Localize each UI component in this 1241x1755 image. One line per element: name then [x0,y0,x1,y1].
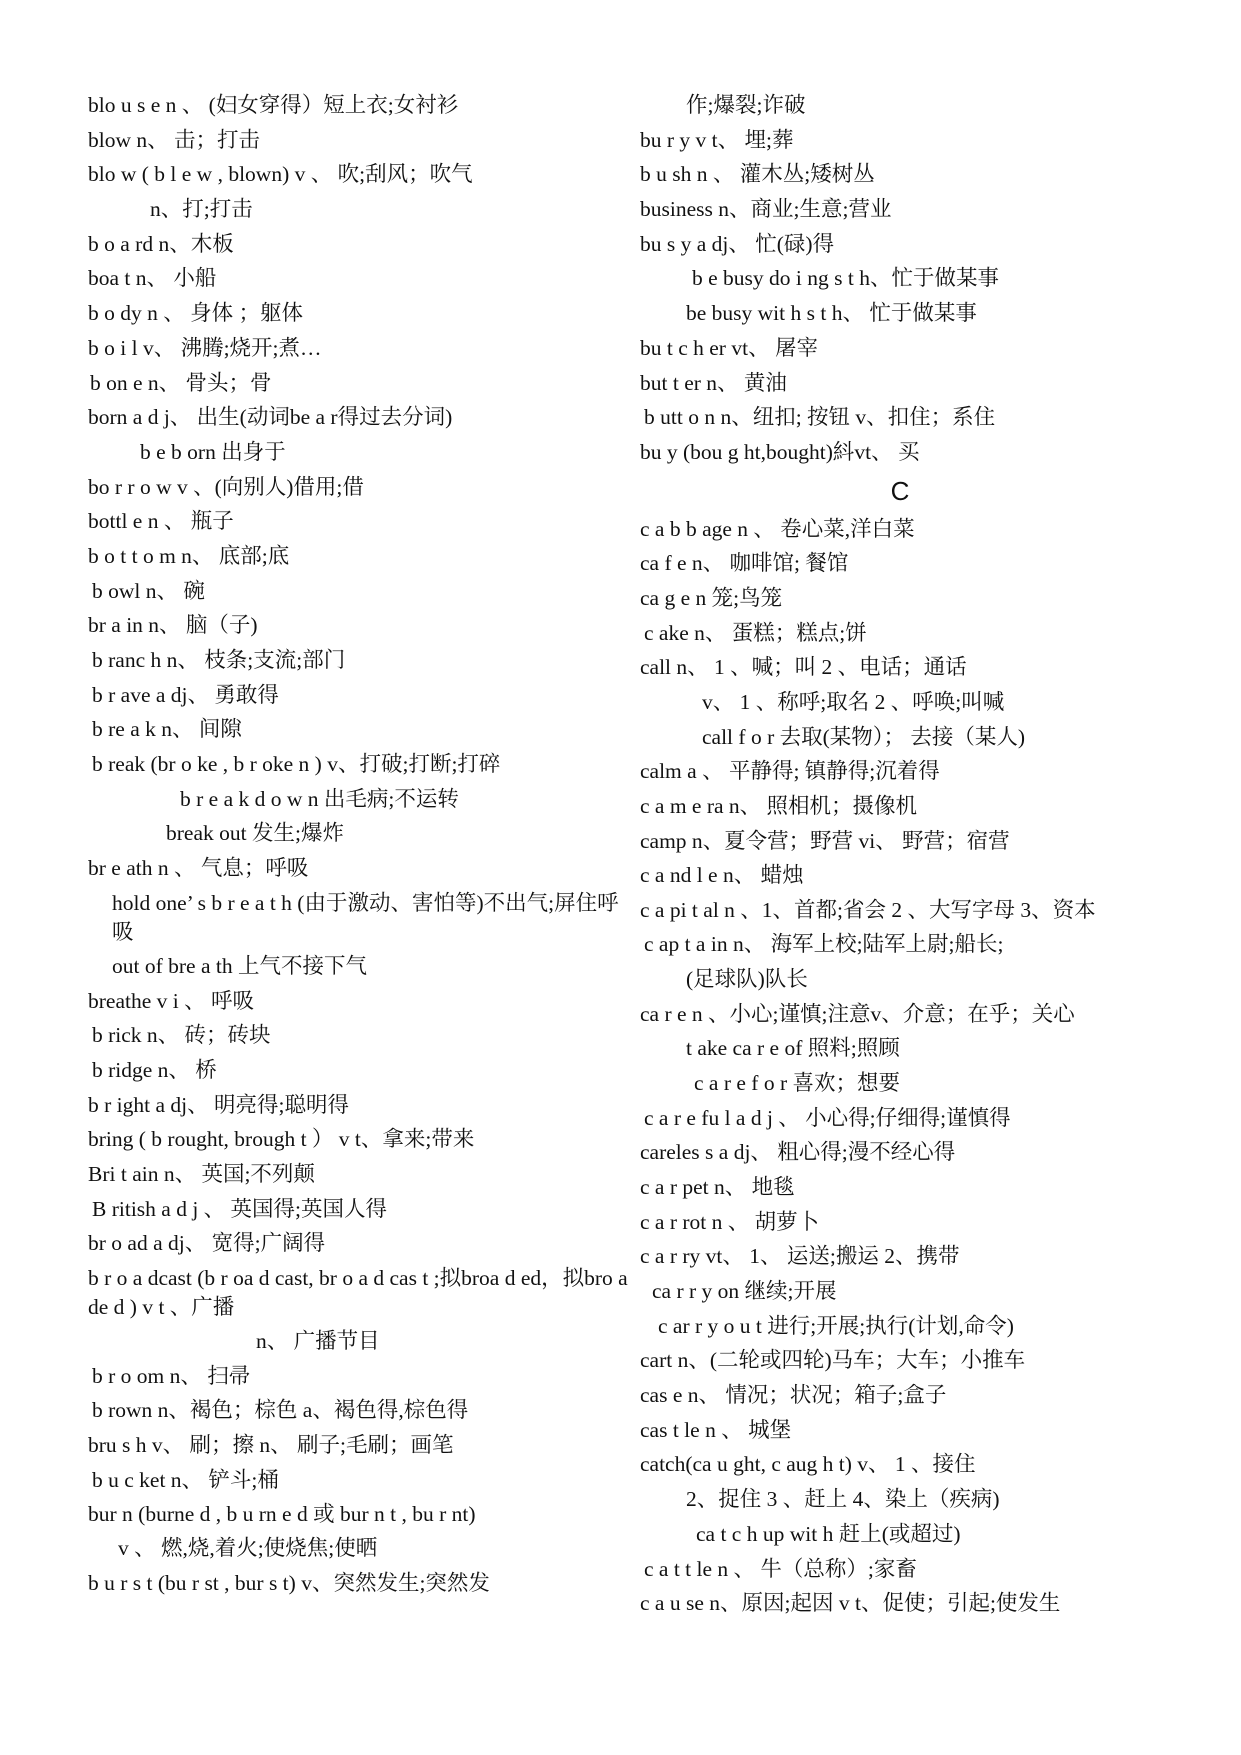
dictionary-entry-line [640,1309,1180,1344]
dictionary-entry-line [640,858,1180,893]
dictionary-entry-line [640,1239,1180,1274]
entry-text: Bri t ain n、 英国;不列颠 [88,1161,315,1186]
dictionary-entry-line [640,927,1180,962]
entry-text: b r ave a dj、 勇敢得 [92,682,279,707]
entry-text: but t er n、 黄油 [640,370,787,395]
entry-text: camp n、夏令营；野营 vi、 野营；宿营 [640,828,1010,853]
dictionary-entry-line [640,88,1180,123]
dictionary-entry-line [640,650,1180,685]
entry-text: breathe v i 、 呼吸 [88,988,254,1013]
entry-text: bu r y v t、 埋;葬 [640,127,794,152]
dictionary-entry-line [88,539,628,574]
entry-text: b on e n、 骨头；骨 [90,370,272,395]
dictionary-entry-line [640,1066,1180,1101]
dictionary-entry-line [640,1170,1180,1205]
entry-text: b owl n、 碗 [92,578,205,603]
dictionary-entry-line [88,1088,628,1123]
dictionary-entry-line [88,1359,628,1394]
entry-text: c a u se n、原因;起因 v t、促使；引起;使发生 [640,1591,1061,1616]
entry-text: b e b orn 出身于 [140,439,286,464]
dictionary-entry-line [88,157,628,192]
dictionary-entry-line [640,1378,1180,1413]
dictionary-entry-line [88,678,628,713]
dictionary-entry-line [640,546,1180,581]
entry-text: c ake n、 蛋糕；糕点;饼 [644,620,867,645]
dictionary-entry-line [88,123,628,158]
entry-text: bottl e n 、 瓶子 [88,509,234,534]
dictionary-entry-line [640,1135,1180,1170]
dictionary-entry-line [88,816,628,851]
entry-text: break out 发生;爆炸 [166,821,344,846]
entry-text: c a r e fu l a d j 、 小心得;仔细得;谨慎得 [644,1105,1011,1130]
dictionary-entry-line [640,893,1180,927]
entry-text: b u r s t (bu r st , bur s t) v、突然发生;突然发 [88,1571,490,1596]
dictionary-entry-line [88,1428,628,1463]
dictionary-entry-line [88,1393,628,1428]
entry-text: calm a 、 平静得; 镇静得;沉着得 [640,759,940,784]
dictionary-entry-line [88,331,628,366]
entry-text: 2、捉住 3 、赶上 4、染上（疾病) [686,1487,1000,1512]
dictionary-entry-line [88,435,628,470]
dictionary-entry-line [640,1031,1180,1066]
dictionary-entry-line [640,512,1180,547]
dictionary-entry-line [88,1157,628,1192]
entry-text: blo u s e n 、 (妇女穿得）短上衣;女衬衫 [88,93,459,117]
entry-text: out of bre a th 上气不接下气 [112,953,367,978]
entry-text: n、 广播节目 [256,1329,380,1353]
dictionary-entry-line [640,997,1180,1032]
entry-text: ca r e n 、小心;谨慎;注意v、介意；在乎；关心 [640,1001,1075,1026]
entry-text: be busy wit h s t h、 忙于做某事 [686,301,977,326]
entry-text: cas t le n 、 城堡 [640,1417,792,1442]
dictionary-entry-line [640,685,1180,720]
dictionary-entry-line [88,1122,628,1157]
dictionary-entry-line [640,1274,1180,1309]
entry-text: ca t c h up wit h 赶上(或超过) [696,1521,961,1546]
dictionary-entry-line [640,1517,1180,1552]
entry-text: b o i l v、 沸腾;烧开;煮… [88,335,322,360]
dictionary-entry-line [640,123,1180,158]
entry-text: c ap t a in n、 海军上校;陆军上尉;船长; [644,932,1004,957]
entry-text: careles s a dj、 粗心得;漫不经心得 [640,1140,956,1165]
dictionary-entry-line [88,1463,628,1498]
entry-text: bu s y a dj、 忙(碌)得 [640,231,835,256]
entry-text: boa t n、 小船 [88,266,217,291]
entry-text: n、打;打击 [150,197,253,222]
dictionary-entry-line [640,296,1180,331]
dictionary-entry-line [88,470,628,505]
entry-text: hold one’ s b r e a t h (由于激动、害怕等)不出气;屏住呼吸 [112,890,619,944]
entry-text: ca r r y on 继续;开展 [652,1279,837,1303]
entry-text: b r ight a dj、 明亮得;聪明得 [88,1092,349,1117]
entry-text: b r e a k d o w n 出毛病;不运转 [180,786,459,811]
dictionary-entry-line [88,1053,628,1088]
entry-text: b e busy do i ng s t h、忙于做某事 [692,266,999,291]
dictionary-entry-line [88,851,628,886]
entry-text: b u sh n 、 灌木丛;矮树丛 [640,162,875,187]
dictionary-entry-line [640,754,1180,789]
entry-text: 作;爆裂;诈破 [686,93,806,117]
entry-text: business n、商业;生意;营业 [640,197,892,222]
entry-text: bru s h v、 刷；擦 n、 刷子;毛刷；画笔 [88,1433,454,1458]
dictionary-entry-line [88,400,628,435]
dictionary-entry-line [88,1324,628,1359]
dictionary-entry-line [88,608,628,643]
dictionary-entry-line [88,949,628,984]
dictionary-entry-line [640,400,1180,435]
section-heading: C [890,475,910,506]
entry-text: c a r rot n 、 胡萝卜 [640,1209,820,1234]
dictionary-entry-line [640,1482,1180,1517]
entry-text: c a r e f o r 喜欢；想要 [694,1070,900,1095]
entry-text: b ranc h n、 枝条;支流;部门 [92,648,346,672]
entry-text: c a r ry vt、 1、 运送;搬运 2、携带 [640,1244,960,1269]
dictionary-entry-line [640,581,1180,616]
entry-text: c a t t le n 、 牛（总称）;家畜 [644,1556,917,1581]
entry-text: cart n、(二轮或四轮)马车；大车；小推车 [640,1348,1026,1373]
entry-text: t ake ca r e of 照料;照顾 [686,1036,900,1061]
entry-text: bur n (burne d , b u rn e d 或 bur n t , bu r nt) [88,1502,476,1527]
dictionary-entry-line [640,192,1180,227]
entry-text: B ritish a d j 、 英国得;英国人得 [92,1196,388,1221]
entry-text: c ar r y o u t 进行;开展;执行(计划,命令) [658,1313,1014,1338]
dictionary-entry-line [640,616,1180,651]
entry-text: c a r pet n、 地毯 [640,1174,795,1199]
dictionary-entry-line [640,1101,1180,1136]
dictionary-entry-line [88,366,628,401]
dictionary-entry-line [88,747,628,782]
dictionary-entry-line [640,1205,1180,1240]
entry-text: b o dy n 、 身体 ；躯体 [88,301,304,326]
dictionary-entry-line [88,1497,628,1531]
entry-text: b rown n、褐色；棕色 a、褐色得,棕色得 [92,1398,469,1423]
dictionary-entry-line [88,984,628,1019]
entry-text: call n、 1 、喊；叫 2 、电话；通话 [640,655,967,680]
entry-text: c a nd l e n、 蜡烛 [640,863,804,888]
entry-text: b re a k n、 间隙 [92,717,242,742]
dictionary-entry-line [640,1413,1180,1448]
entry-text: b o a rd n、木板 [88,231,234,256]
dictionary-entry-line [88,1226,628,1261]
right-column [640,88,1180,1621]
entry-text: ca g e n 笼;鸟笼 [640,585,783,610]
entry-text: b r o a dcast (b r oa d cast, br o a d cas t ;拟broa d ed，拟bro a de d ) v t 、广播 [88,1266,628,1319]
entry-text: c a b b age n 、 卷心菜,洋白菜 [640,516,915,541]
entry-text: call f o r 去取(某物）； 去接（某人) [702,724,1026,749]
dictionary-entry-line [88,227,628,262]
left-column [88,88,628,1601]
entry-text: b o t t o m n、 底部;底 [88,543,290,568]
dictionary-entry-line [640,435,1180,470]
entry-text: v、 1 、称呼;取名 2 、呼唤;叫喊 [702,690,1005,714]
dictionary-entry-line [88,296,628,331]
entry-text: c a m e ra n、 照相机；摄像机 [640,794,918,819]
entry-text: br a in n、 脑（子) [88,613,258,638]
entry-text: b reak (br o ke , b r oke n ) v、打破;打断;打碎 [92,752,501,777]
entry-text: br o ad a dj、 宽得;广阔得 [88,1231,326,1256]
entry-text: c a pi t al n 、1、首都;省会 2 、大写字母 3、资本 [640,898,1096,923]
dictionary-entry-line [88,261,628,296]
entry-text: bo r r o w v 、(向别人)借用;借 [88,474,364,499]
dictionary-entry-line [640,824,1180,859]
dictionary-entry-line [88,712,628,747]
entry-text: blow n、 击；打击 [88,127,261,152]
entry-text: cas e n、 情况；状况；箱子;盒子 [640,1383,947,1408]
dictionary-entry-line [640,1343,1180,1378]
dictionary-entry-line [88,782,628,817]
dictionary-entry-line [88,1531,628,1566]
entry-text: b utt o n n、纽扣; 按钮 v、扣住；系住 [644,405,996,430]
dictionary-entry-line [88,504,628,539]
entry-text: (足球队)队长 [686,966,808,991]
dictionary-entry-line [88,88,628,123]
dictionary-entry-line [640,157,1180,192]
dictionary-entry-line [88,643,628,678]
dictionary-entry-line [640,962,1180,997]
entry-text: bu y (bou g ht,bought)紏vt、 买 [640,439,920,464]
dictionary-entry-line [88,1261,628,1324]
dictionary-entry-line [88,574,628,609]
dictionary-entry-line [88,192,628,227]
dictionary-entry-line [640,1552,1180,1587]
entry-text: br e ath n 、 气息；呼吸 [88,856,309,881]
dictionary-entry-line [640,366,1180,401]
entry-text: b r o om n、 扫帚 [92,1363,251,1388]
entry-text: b u c ket n、 铲斗;桶 [92,1467,279,1492]
entry-text: catch(ca u ght, c aug h t) v、 1 、接住 [640,1452,976,1477]
dictionary-entry-line [640,331,1180,366]
dictionary-entry-line [88,1192,628,1227]
entry-text: bu t c h er vt、 屠宰 [640,335,818,360]
entry-text: b ridge n、 桥 [92,1057,217,1082]
entry-text: bring ( b rought, brough t ） v t、拿来;带来 [88,1127,475,1152]
entry-text: ca f e n、 咖啡馆; 餐馆 [640,551,849,576]
dictionary-entry-line [88,1018,628,1053]
entry-text: v 、 燃,烧,着火;使烧焦;使晒 [118,1536,378,1561]
dictionary-entry-line [640,789,1180,824]
entry-text: blo w ( b l e w , blown) v 、 吹;刮风；吹气 [88,162,473,187]
dictionary-entry-line [88,1566,628,1601]
dictionary-entry-line [640,227,1180,262]
dictionary-entry-line [640,1447,1180,1482]
entry-text: b rick n、 砖；砖块 [92,1023,271,1048]
dictionary-entry-line [88,886,628,949]
dictionary-entry-line [640,720,1180,755]
dictionary-entry-line [640,261,1180,296]
dictionary-entry-line [640,1586,1180,1621]
entry-text: born a d j、 出生(动词be a r得过去分词) [88,405,453,430]
